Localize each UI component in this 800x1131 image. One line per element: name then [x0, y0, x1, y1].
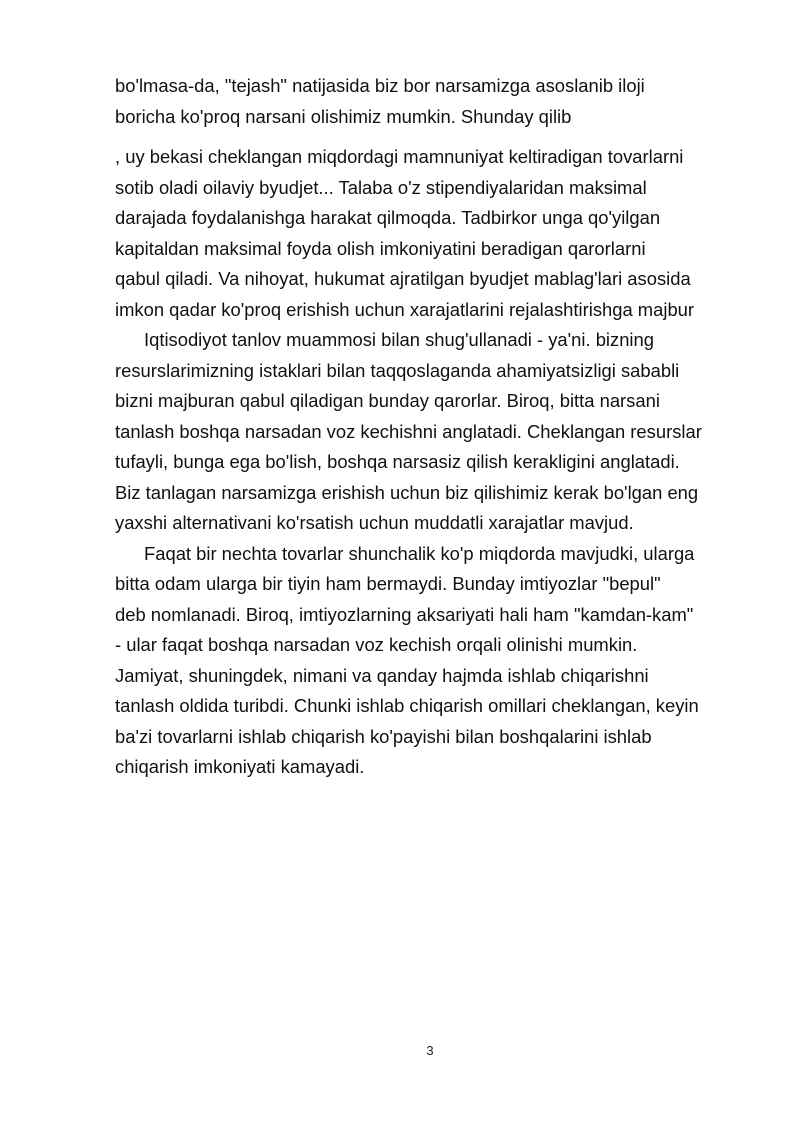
text-line: darajada foydalanishga harakat qilmoqda. Tadbirkor unga qo'yilgan [115, 207, 661, 228]
text-line: bo'lmasa-da, "tejash" natijasida biz bor narsamizga asoslanib iloji [115, 75, 645, 96]
text-line: Faqat bir nechta tovarlar shunchalik ko'p miqdorda mavjudki, ularga [144, 542, 695, 564]
text-line: deb nomlanadi. Biroq, imtiyozlarning aksariyati hali ham "kamdan-kam" [115, 603, 694, 625]
text-line: bizni majburan qabul qiladigan bunday qarorlar. Biroq, bitta narsani [115, 390, 660, 411]
text-line: kapitaldan maksimal foyda olish imkoniyatini beradigan qarorlarni [115, 237, 646, 259]
body-text [115, 142, 755, 783]
paragraph-choice-problem [115, 325, 755, 539]
text-line: tanlash oldida turibdi. Chunki ishlab chiqarish omillari cheklangan, keyin [115, 695, 699, 716]
text-line: ba'zi tovarlarni ishlab chiqarish ko'payishi bilan boshqalarini ishlab [115, 725, 652, 747]
text-line: tufayli, bunga ega bo'lish, boshqa narsasiz qilish kerakligini anglatadi. [115, 451, 680, 472]
text-line: Iqtisodiyot tanlov muammosi bilan shug'ullanadi - ya'ni. bizning [144, 329, 654, 350]
text-line: imkon qadar ko'proq erishish uchun xarajatlarini rejalashtirishga majbur [115, 298, 695, 320]
text-line: sotib oladi oilaviy byudjet... Talaba o'z stipendiyalaridan maksimal [115, 176, 647, 198]
text-line: bitta odam ularga bir tiyin ham bermaydi. Bunday imtiyozlar "bepul" [115, 573, 661, 594]
text-line: - ular faqat boshqa narsadan voz kechish orqali olinishi mumkin. [115, 634, 638, 655]
text-line: Biz tanlagan narsamizga erishish uchun biz qilishimiz kerak bo'lgan eng [115, 481, 699, 503]
text-line: resurslarimizning istaklari bilan taqqoslaganda ahamiyatsizligi sababli [115, 359, 680, 381]
text-line: , uy bekasi cheklangan miqdordagi mamnuniyat keltiradigan tovarlarni [115, 146, 684, 167]
paragraph-free-goods [115, 539, 755, 783]
paragraph-continued [115, 71, 755, 132]
text-line: qabul qiladi. Va nihoyat, hukumat ajratilgan byudjet mablag'lari asosida [115, 268, 691, 289]
page-number: 3 [426, 1043, 434, 1058]
text-line: tanlash boshqa narsadan voz kechishni anglatadi. Cheklangan resurslar [115, 420, 702, 442]
paragraph-household-budget [115, 142, 755, 325]
text-line: boricha ko'proq narsani olishimiz mumkin. Shunday qilib [115, 105, 572, 127]
text-line: Jamiyat, shuningdek, nimani va qanday hajmda ishlab chiqarishni [115, 664, 649, 686]
text-line: chiqarish imkoniyati kamayadi. [115, 756, 365, 777]
text-line: yaxshi alternativani ko'rsatish uchun muddatli xarajatlar mavjud. [115, 512, 634, 533]
